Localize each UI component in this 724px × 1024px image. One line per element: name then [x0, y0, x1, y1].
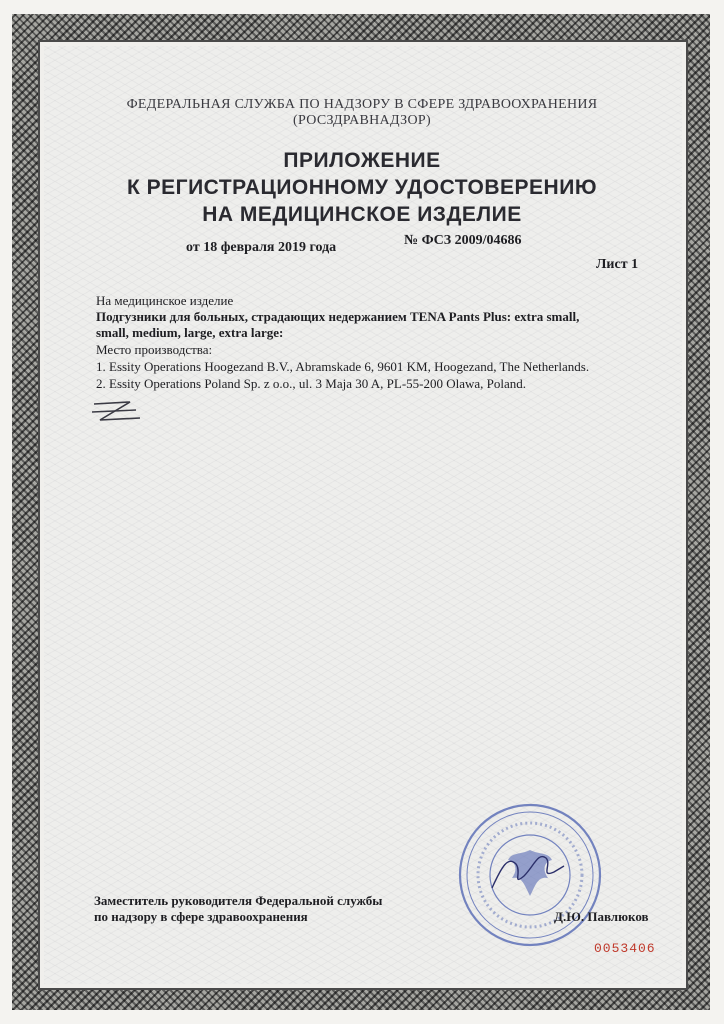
production-place-label: Место производства: [96, 342, 213, 357]
production-site-1: 1. Essity Operations Hoogezand B.V., Abramskade 6, 9601 KM, Hoogezand, The Netherlands. [96, 359, 590, 374]
issue-date: от 18 февраля 2019 года [186, 240, 337, 255]
signer-position-line2: по надзору в сфере здравоохранения [94, 909, 308, 924]
registration-number: № ФСЗ 2009/04686 [404, 233, 522, 248]
serial-number: 0053406 [594, 941, 656, 956]
sheet-number: Лист 1 [596, 257, 639, 272]
signer-position-line1: Заместитель руководителя Федеральной службы [94, 893, 383, 908]
agency-abbreviation: (РОСЗДРАВНАДЗОР) [293, 113, 431, 128]
z-mark-icon [90, 398, 146, 428]
document-title-line2: К РЕГИСТРАЦИОННОМУ УДОСТОВЕРЕНИЮ [127, 176, 597, 199]
document-title-line1: ПРИЛОЖЕНИЕ [283, 149, 441, 172]
product-name-line2: small, medium, large, extra large: [96, 325, 284, 340]
signer-name: Д.Ю. Павлюков [554, 909, 649, 924]
handwritten-signature [488, 846, 568, 896]
document-title-line3: НА МЕДИЦИНСКОЕ ИЗДЕЛИЕ [202, 203, 522, 226]
production-site-2: 2. Essity Operations Poland Sp. z o.o., ul. 3 Maja 30 A, PL-55-200 Olawa, Poland. [96, 376, 527, 391]
intro-text: На медицинское изделие [96, 293, 234, 308]
product-name-line1: Подгузники для больных, страдающих недержанием TENA Pants Plus: extra small, [96, 309, 580, 324]
agency-name: ФЕДЕРАЛЬНАЯ СЛУЖБА ПО НАДЗОРУ В СФЕРЕ ЗДРАВООХРАНЕНИЯ [126, 97, 598, 112]
